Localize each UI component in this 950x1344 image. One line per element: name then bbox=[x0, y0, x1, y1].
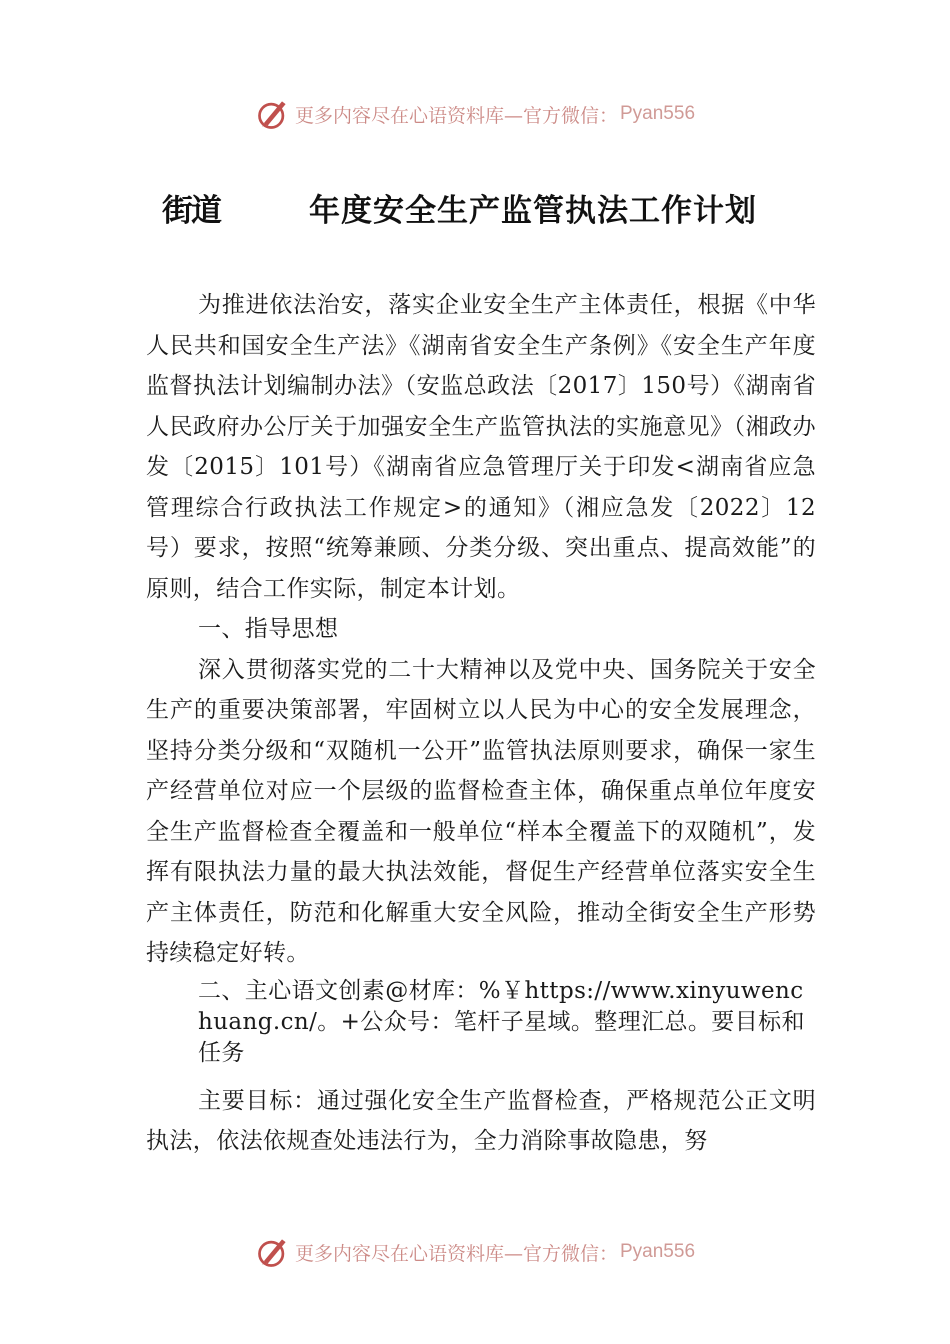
section1-heading: 一、指导思想 bbox=[198, 616, 339, 642]
watermark-banner-top bbox=[0, 94, 950, 134]
document-title bbox=[162, 185, 822, 235]
section2-paragraph: 主要目标：通过强化安全生产监督检查，严格规范公正文明执法，依法依规查处违法行为，全力消除事故隐患，努 bbox=[146, 1087, 816, 1154]
watermark-text: 更多内容尽在心语资料库—官方微信： bbox=[294, 1242, 618, 1265]
watermark-wechat-id: Pyan556 bbox=[620, 1241, 696, 1262]
watermark-banner-bottom bbox=[0, 1232, 950, 1272]
watermark-wechat-id: Pyan556 bbox=[620, 103, 696, 124]
document-body bbox=[146, 285, 816, 1162]
pen-logo-icon bbox=[255, 96, 291, 132]
title-prefix: 街道 bbox=[162, 193, 220, 229]
pen-logo-icon bbox=[255, 1234, 291, 1270]
section2-heading: 二、主心语文创素@材库：%￥https://www.xinyuwenchuang.cn/。+公众号：笔杆子星域。整理汇总。要目标和任务 bbox=[198, 977, 805, 1066]
watermark-text: 更多内容尽在心语资料库—官方微信： bbox=[294, 104, 618, 127]
title-main: 年度安全生产监管执法工作计划 bbox=[309, 193, 757, 229]
intro-paragraph: 为推进依法治安，落实企业安全生产主体责任，根据《中华人民共和国安全生产法》《湖南省安全生产条例》《安全生产年度监督执法计划编制办法》（安监总政法〔2017〕150号）《湖南省人民政府办公厅关于加强安全生产监管执法的实施意见》（湘政办发〔2015〕101号）《湖南省应急管理厅关于印发<湖南省应急管理综合行政执法工作规定>的通知》（湘应急发〔2022〕12号）要求，按照“统筹兼顾、分类分级、突出重点、提高效能”的原则，结合工作实际，制定本计划。 bbox=[146, 292, 816, 602]
section1-paragraph: 深入贯彻落实党的二十大精神以及党中央、国务院关于安全生产的重要决策部署，牢固树立以人民为中心的安全发展理念，坚持分类分级和“双随机一公开”监管执法原则要求，确保一家生产经营单位对应一个层级的监督检查主体，确保重点单位年度安全生产监督检查全覆盖和一般单位“样本全覆盖下的双随机”，发挥有限执法力量的最大执法效能，督促生产经营单位落实安全生产主体责任，防范和化解重大安全风险，推动全街安全生产形势持续稳定好转。 bbox=[146, 656, 816, 966]
